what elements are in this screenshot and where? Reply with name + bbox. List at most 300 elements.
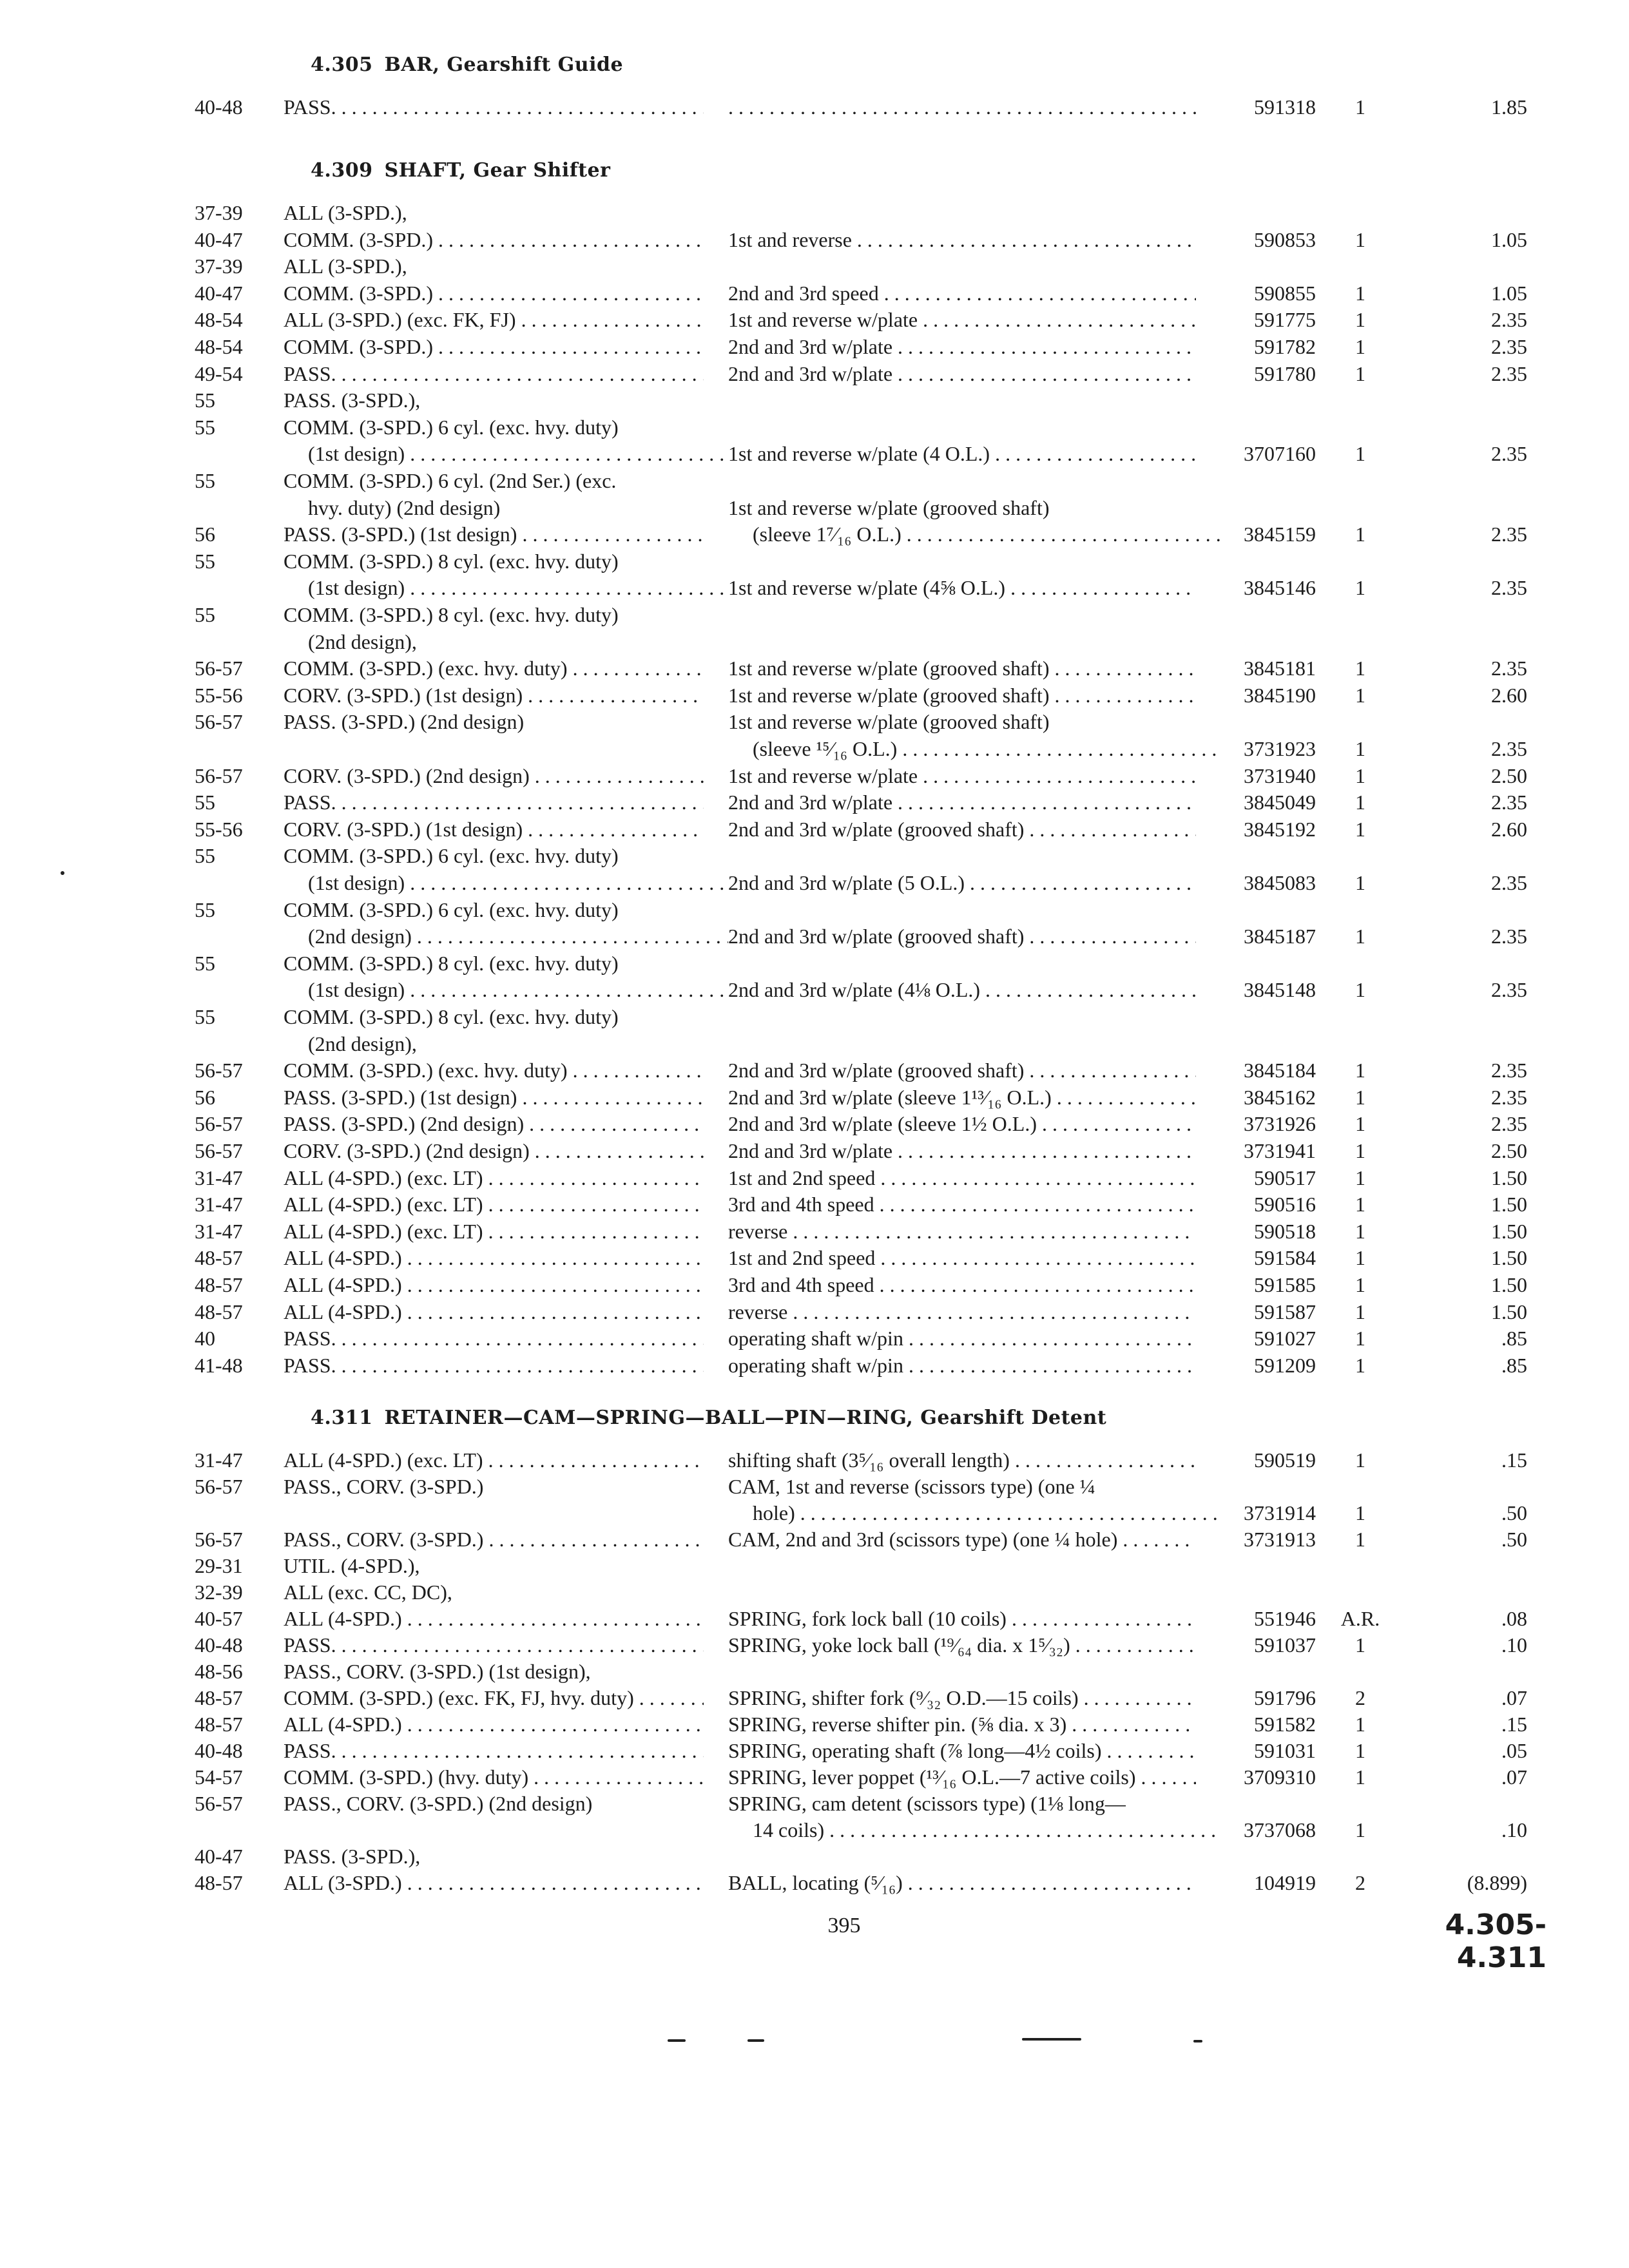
model-cell: PASS. (3-SPD.), (284, 1845, 421, 1868)
year-cell: 48-54 (195, 335, 243, 358)
table-row (0, 1272, 1629, 1298)
table-row (0, 227, 1629, 253)
price-cell (1405, 1658, 1527, 1685)
model-cell: COMM. (3-SPD.) (exc. hvy. duty) . . . (284, 655, 704, 682)
price-cell (1405, 1791, 1527, 1817)
part-number-cell: 590853 (1254, 228, 1316, 251)
quantity-cell (1318, 548, 1402, 575)
description-cell: BALL, locating (⁵⁄₁₆) . . . (728, 1870, 1196, 1896)
table-row (0, 1870, 1629, 1896)
price-cell: 2.35 (1491, 335, 1527, 358)
year-cell: 48-57 (195, 1686, 243, 1709)
price-cell (1405, 1553, 1527, 1579)
part-number-cell: 591318 (1254, 95, 1316, 119)
quantity-cell (1318, 495, 1402, 521)
quantity-cell: 1 (1355, 684, 1365, 707)
year-cell: 55 (195, 469, 215, 492)
quantity-cell: 1 (1355, 871, 1365, 894)
description-cell (728, 1843, 1196, 1870)
year-cell: 56-57 (195, 1139, 243, 1162)
year-cell: 31-47 (195, 1448, 243, 1472)
price-cell: .08 (1501, 1607, 1527, 1630)
year-cell: 48-57 (195, 1273, 243, 1296)
part-number-cell (1200, 387, 1316, 414)
section-title: BAR, Gearshift Guide (384, 53, 624, 76)
part-number-cell: 3845162 (1244, 1086, 1316, 1109)
table-row (0, 334, 1629, 360)
price-cell: 2.35 (1491, 737, 1527, 760)
table-row (0, 1658, 1629, 1685)
quantity-cell: 1 (1355, 1139, 1365, 1162)
part-number-cell: 3731913 (1244, 1528, 1316, 1551)
price-cell: 2.35 (1491, 362, 1527, 385)
price-cell: .85 (1501, 1354, 1527, 1377)
model-cell: PASS., CORV. (3-SPD.) (284, 1475, 484, 1498)
price-cell: .50 (1501, 1528, 1527, 1551)
model-cell: COMM. (3-SPD.) 6 cyl. (exc. hvy. duty) (284, 416, 619, 439)
description-cell (728, 1658, 1196, 1685)
description-cell (728, 843, 1196, 869)
quantity-cell: 1 (1355, 228, 1365, 251)
part-number-cell (1200, 1553, 1316, 1579)
year-cell: 56-57 (195, 1528, 243, 1551)
price-cell (1405, 1004, 1527, 1030)
year-cell: 49-54 (195, 362, 243, 385)
price-cell (1405, 1579, 1527, 1606)
table-row (0, 763, 1629, 789)
part-number-cell: 3731926 (1244, 1112, 1316, 1135)
part-number-cell: 3845159 (1244, 523, 1316, 546)
year-cell (195, 1031, 278, 1057)
description-cell: operating shaft w/pin . . . (728, 1325, 1196, 1352)
year-cell: 56-57 (195, 657, 243, 680)
year-cell: 56-57 (195, 764, 243, 787)
description-cell: 2nd and 3rd w/plate (4⅛ O.L.) . . . (728, 977, 1196, 1003)
scan-smudge (1193, 2040, 1202, 2042)
scan-smudge (1022, 2038, 1081, 2041)
part-number-cell (1200, 1658, 1316, 1685)
description-cell: SPRING, shifter fork (⁹⁄₃₂ O.D.—15 coils) . . . (728, 1685, 1196, 1711)
quantity-cell (1318, 897, 1402, 923)
description-cell: 3rd and 4th speed . . . (728, 1272, 1196, 1298)
quantity-cell (1318, 602, 1402, 628)
table-row (0, 977, 1629, 1003)
year-cell (195, 441, 278, 467)
year-cell: 55 (195, 952, 215, 975)
section-number: 4.311 (311, 1407, 373, 1429)
model-cell: (1st design) . . . (284, 441, 728, 467)
model-cell: COMM. (3-SPD.) 8 cyl. (exc. hvy. duty) (284, 1005, 619, 1028)
description-cell: operating shaft w/pin . . . (728, 1352, 1196, 1379)
table-row (0, 1325, 1629, 1352)
description-cell: SPRING, yoke lock ball (¹⁹⁄₆₄ dia. x 1⁵⁄₃₂) . . . (728, 1632, 1196, 1658)
table-row (0, 1447, 1629, 1474)
description-cell (728, 1004, 1196, 1030)
part-number-cell: 3709310 (1244, 1765, 1316, 1789)
description-cell (728, 94, 1196, 120)
table-row (0, 1579, 1629, 1606)
price-cell: .50 (1501, 1501, 1527, 1524)
price-cell (1405, 200, 1527, 226)
quantity-cell: 1 (1355, 1448, 1365, 1472)
quantity-cell: 1 (1355, 818, 1365, 841)
description-cell (728, 897, 1196, 923)
quantity-cell (1318, 1004, 1402, 1030)
part-number-cell (1200, 1843, 1316, 1870)
model-cell: ALL (4-SPD.) . . . (284, 1245, 704, 1271)
quantity-cell (1318, 1658, 1402, 1685)
model-cell: COMM. (3-SPD.) 8 cyl. (exc. hvy. duty) (284, 603, 619, 626)
part-number-cell: 3845146 (1244, 576, 1316, 599)
quantity-cell: 1 (1355, 1300, 1365, 1323)
year-cell: 55 (195, 550, 215, 573)
year-cell: 55 (195, 603, 215, 626)
description-cell: 3rd and 4th speed . . . (728, 1191, 1196, 1218)
price-cell: .85 (1501, 1327, 1527, 1350)
part-number-cell: 3707160 (1244, 442, 1316, 465)
quantity-cell: 1 (1355, 791, 1365, 814)
year-cell: 55-56 (195, 818, 243, 841)
section-heading (311, 1403, 1106, 1433)
model-cell: ALL (4-SPD.) (exc. LT) . . . (284, 1447, 704, 1474)
part-number-cell (1200, 468, 1316, 494)
description-cell (728, 950, 1196, 977)
price-cell: 2.60 (1491, 684, 1527, 707)
description-cell: reverse . . . (728, 1218, 1196, 1245)
quantity-cell: A.R. (1340, 1607, 1380, 1630)
description-cell: 2nd and 3rd w/plate (grooved shaft) . . . (728, 816, 1196, 843)
table-row (0, 1111, 1629, 1137)
part-number-cell (1200, 548, 1316, 575)
description-cell: (sleeve 1⁷⁄₁₆ O.L.) . . . (728, 521, 1220, 548)
quantity-cell: 1 (1355, 1166, 1365, 1189)
quantity-cell: 1 (1355, 1713, 1365, 1736)
year-cell: 56 (195, 523, 215, 546)
price-cell: 2.35 (1491, 1059, 1527, 1082)
year-cell: 48-54 (195, 308, 243, 331)
description-cell (728, 468, 1196, 494)
year-cell: 55 (195, 791, 215, 814)
quantity-cell: 1 (1355, 657, 1365, 680)
table-row (0, 1764, 1629, 1791)
part-number-cell (1200, 1031, 1316, 1057)
price-cell: 1.50 (1491, 1220, 1527, 1243)
model-cell: ALL (3-SPD.) . . . (284, 1870, 704, 1896)
description-cell (728, 1031, 1196, 1057)
table-row (0, 816, 1629, 843)
model-cell: COMM. (3-SPD.) 6 cyl. (exc. hvy. duty) (284, 844, 619, 867)
description-cell (728, 629, 1196, 655)
description-cell: 2nd and 3rd w/plate (5 O.L.) . . . (728, 870, 1196, 896)
model-cell: COMM. (3-SPD.) 6 cyl. (2nd Ser.) (exc. (284, 469, 617, 492)
quantity-cell (1318, 843, 1402, 869)
price-cell: 2.35 (1491, 791, 1527, 814)
table-row (0, 361, 1629, 387)
table-row (0, 629, 1629, 655)
model-cell: PASS. (3-SPD.) (2nd design) (284, 710, 525, 733)
description-cell: 1st and reverse w/plate (grooved shaft) (728, 496, 1050, 519)
table-row (0, 441, 1629, 467)
model-cell (284, 1500, 704, 1526)
price-cell: 2.35 (1491, 523, 1527, 546)
model-cell: COMM. (3-SPD.) . . . (284, 227, 704, 253)
quantity-cell: 1 (1355, 335, 1365, 358)
quantity-cell: 1 (1355, 308, 1365, 331)
part-number-cell: 3845181 (1244, 657, 1316, 680)
part-number-cell (1200, 950, 1316, 977)
price-cell: 1.50 (1491, 1273, 1527, 1296)
model-cell: ALL (4-SPD.) . . . (284, 1272, 704, 1298)
table-row (0, 1165, 1629, 1191)
quantity-cell (1318, 1843, 1402, 1870)
model-cell (284, 1817, 704, 1843)
table-row (0, 1843, 1629, 1870)
table-row (0, 414, 1629, 441)
year-cell: 55 (195, 416, 215, 439)
table-row (0, 495, 1629, 521)
model-cell: CORV. (3-SPD.) (2nd design) . . . (284, 1138, 704, 1164)
price-cell: 2.35 (1491, 978, 1527, 1001)
scan-smudge (747, 2039, 764, 2042)
model-cell: ALL (4-SPD.) . . . (284, 1606, 704, 1632)
model-cell: CORV. (3-SPD.) (2nd design) . . . (284, 763, 704, 789)
description-cell: 1st and 2nd speed . . . (728, 1245, 1196, 1271)
price-cell (1405, 387, 1527, 414)
price-cell: 2.50 (1491, 1139, 1527, 1162)
price-cell: 2.35 (1491, 925, 1527, 948)
part-number-cell: 3845192 (1244, 818, 1316, 841)
year-cell (195, 977, 278, 1003)
table-row (0, 1711, 1629, 1738)
quantity-cell: 1 (1355, 764, 1365, 787)
table-row (0, 307, 1629, 333)
quantity-cell: 1 (1355, 1059, 1365, 1082)
table-row (0, 923, 1629, 950)
table-row (0, 789, 1629, 816)
year-cell: 56-57 (195, 1112, 243, 1135)
table-row (0, 736, 1629, 762)
price-cell: 2.35 (1491, 576, 1527, 599)
quantity-cell (1318, 1474, 1402, 1500)
description-cell: hole) . . . (728, 1500, 1220, 1526)
model-cell: COMM. (3-SPD.) . . . (284, 280, 704, 307)
model-cell: COMM. (3-SPD.) 8 cyl. (exc. hvy. duty) (284, 952, 619, 975)
description-cell: SPRING, operating shaft (⅞ long—4½ coils) . . . (728, 1738, 1196, 1764)
part-number-cell: 590517 (1254, 1166, 1316, 1189)
description-cell: SPRING, lever poppet (¹³⁄₁₆ O.L.—7 active coils) . . . (728, 1764, 1196, 1791)
description-cell: 2nd and 3rd w/plate (grooved shaft) . . . (728, 923, 1196, 950)
quantity-cell (1318, 1031, 1402, 1057)
year-cell: 48-57 (195, 1871, 243, 1894)
description-cell: CAM, 2nd and 3rd (scissors type) (one ¼ hole) . . . (728, 1526, 1196, 1553)
year-cell: 40-47 (195, 228, 243, 251)
model-cell: ALL (4-SPD.) . . . (284, 1711, 704, 1738)
year-cell: 48-57 (195, 1713, 243, 1736)
model-cell: COMM. (3-SPD.) 6 cyl. (exc. hvy. duty) (284, 898, 619, 921)
price-cell: .05 (1501, 1739, 1527, 1762)
quantity-cell: 1 (1355, 282, 1365, 305)
price-cell (1405, 495, 1527, 521)
description-cell: 2nd and 3rd w/plate . . . (728, 1138, 1196, 1164)
model-cell: COMM. (3-SPD.) . . . (284, 334, 704, 360)
year-cell: 55 (195, 389, 215, 412)
description-cell: 1st and reverse w/plate (4⅝ O.L.) . . . (728, 575, 1196, 601)
part-number-cell: 551946 (1254, 1607, 1316, 1630)
part-number-cell: 3737068 (1244, 1818, 1316, 1841)
year-cell: 55-56 (195, 684, 243, 707)
table-row (0, 870, 1629, 896)
part-number-cell (1200, 495, 1316, 521)
price-cell (1405, 950, 1527, 977)
year-cell (195, 736, 278, 762)
year-cell: 40-47 (195, 282, 243, 305)
description-cell: 1st and reverse . . . (728, 227, 1196, 253)
year-cell (195, 575, 278, 601)
quantity-cell: 1 (1355, 1086, 1365, 1109)
model-cell: COMM. (3-SPD.) (exc. FK, FJ, hvy. duty) . . . (284, 1685, 704, 1711)
quantity-cell: 1 (1355, 1528, 1365, 1551)
quantity-cell: 1 (1355, 523, 1365, 546)
table-row (0, 1817, 1629, 1843)
section-range: 4.305-4.311 (1445, 1908, 1547, 1974)
year-cell: 40-47 (195, 1845, 243, 1868)
part-number-cell: 591587 (1254, 1300, 1316, 1323)
part-number-cell: 3845187 (1244, 925, 1316, 948)
table-row (0, 1138, 1629, 1164)
year-cell: 55 (195, 1005, 215, 1028)
part-number-cell (1200, 414, 1316, 441)
description-cell: SPRING, cam detent (scissors type) (1⅛ long— (728, 1792, 1126, 1815)
table-row (0, 94, 1629, 120)
table-row (0, 280, 1629, 307)
table-row (0, 682, 1629, 709)
table-row (0, 1685, 1629, 1711)
part-number-cell: 3845049 (1244, 791, 1316, 814)
part-number-cell: 3731914 (1244, 1501, 1316, 1524)
model-cell: PASS., CORV. (3-SPD.) . . . (284, 1526, 704, 1553)
quantity-cell: 1 (1355, 1354, 1365, 1377)
quantity-cell: 1 (1355, 1246, 1365, 1269)
part-number-cell: 590518 (1254, 1220, 1316, 1243)
table-row (0, 1004, 1629, 1030)
year-cell (195, 923, 278, 950)
model-cell: PASS. . . . (284, 1352, 704, 1379)
table-row (0, 655, 1629, 682)
price-cell: 2.35 (1491, 871, 1527, 894)
table-row (0, 1245, 1629, 1271)
price-cell: 2.35 (1491, 657, 1527, 680)
year-cell: 56-57 (195, 710, 243, 733)
model-cell: ALL (4-SPD.) (exc. LT) . . . (284, 1218, 704, 1245)
part-number-cell (1200, 1579, 1316, 1606)
part-number-cell (1200, 1004, 1316, 1030)
price-cell: .10 (1501, 1818, 1527, 1841)
description-cell: 2nd and 3rd w/plate (sleeve 1½ O.L.) . . . (728, 1111, 1196, 1137)
part-number-cell (1200, 1474, 1316, 1500)
part-number-cell: 3845083 (1244, 871, 1316, 894)
description-cell: 1st and reverse w/plate (grooved shaft) (728, 710, 1050, 733)
quantity-cell: 2 (1355, 1871, 1365, 1894)
price-cell (1405, 897, 1527, 923)
model-cell: PASS., CORV. (3-SPD.) (1st design), (284, 1660, 591, 1683)
description-cell: 1st and reverse w/plate (4 O.L.) . . . (728, 441, 1196, 467)
description-cell: 1st and reverse w/plate (grooved shaft) . . . (728, 682, 1196, 709)
scan-smudge (668, 2039, 686, 2042)
price-cell: 2.60 (1491, 818, 1527, 841)
part-number-cell (1200, 200, 1316, 226)
part-number-cell: 591775 (1254, 308, 1316, 331)
table-row (0, 950, 1629, 977)
section-number: 4.305 (311, 53, 373, 76)
description-cell (728, 1553, 1196, 1579)
year-cell: 55 (195, 844, 215, 867)
description-cell (728, 602, 1196, 628)
price-cell (1405, 629, 1527, 655)
table-row (0, 1191, 1629, 1218)
price-cell: .15 (1501, 1448, 1527, 1472)
quantity-cell: 2 (1355, 1686, 1365, 1709)
price-cell: 2.35 (1491, 308, 1527, 331)
quantity-cell: 1 (1355, 1193, 1365, 1216)
year-cell: 40-48 (195, 1739, 243, 1762)
model-cell: (1st design) . . . (284, 575, 728, 601)
part-number-cell: 3731941 (1244, 1139, 1316, 1162)
price-cell: 1.50 (1491, 1300, 1527, 1323)
description-cell: 1st and reverse w/plate (grooved shaft) . . . (728, 655, 1196, 682)
quantity-cell: 1 (1355, 925, 1365, 948)
quantity-cell: 1 (1355, 1273, 1365, 1296)
model-cell: UTIL. (4-SPD.), (284, 1554, 420, 1577)
year-cell (195, 1817, 278, 1843)
quantity-cell: 1 (1355, 1739, 1365, 1762)
table-row (0, 1738, 1629, 1764)
year-cell: 48-56 (195, 1660, 243, 1683)
section-title: RETAINER—CAM—SPRING—BALL—PIN—RING, Gearshift Detent (384, 1407, 1107, 1429)
part-number-cell: 591027 (1254, 1327, 1316, 1350)
table-row (0, 709, 1629, 735)
table-row (0, 1500, 1629, 1526)
table-row (0, 1606, 1629, 1632)
table-row (0, 1031, 1629, 1057)
year-cell: 48-57 (195, 1246, 243, 1269)
model-cell: ALL (exc. CC, DC), (284, 1581, 452, 1604)
quantity-cell: 1 (1355, 978, 1365, 1001)
quantity-cell: 1 (1355, 362, 1365, 385)
table-row (0, 1218, 1629, 1245)
price-cell (1405, 1843, 1527, 1870)
description-cell: CAM, 1st and reverse (scissors type) (one ¼ (728, 1475, 1095, 1498)
model-cell: (1st design) . . . (284, 870, 728, 896)
description-cell: (sleeve ¹⁵⁄₁₆ O.L.) . . . (728, 736, 1220, 762)
quantity-cell: 1 (1355, 1818, 1365, 1841)
quantity-cell: 1 (1355, 1220, 1365, 1243)
table-row (0, 1791, 1629, 1817)
model-cell (284, 736, 704, 762)
model-cell: ALL (3-SPD.) (exc. FK, FJ) . . . (284, 307, 704, 333)
description-cell: 14 coils) . . . (728, 1817, 1220, 1843)
table-row (0, 1352, 1629, 1379)
price-cell (1405, 1474, 1527, 1500)
part-number-cell (1200, 602, 1316, 628)
quantity-cell (1318, 1579, 1402, 1606)
quantity-cell: 1 (1355, 95, 1365, 119)
year-cell: 40 (195, 1327, 215, 1350)
price-cell (1405, 602, 1527, 628)
price-cell (1405, 843, 1527, 869)
year-cell: 55 (195, 898, 215, 921)
year-cell: 56-57 (195, 1792, 243, 1815)
description-cell: SPRING, reverse shifter pin. (⅝ dia. x 3) . . . (728, 1711, 1196, 1738)
